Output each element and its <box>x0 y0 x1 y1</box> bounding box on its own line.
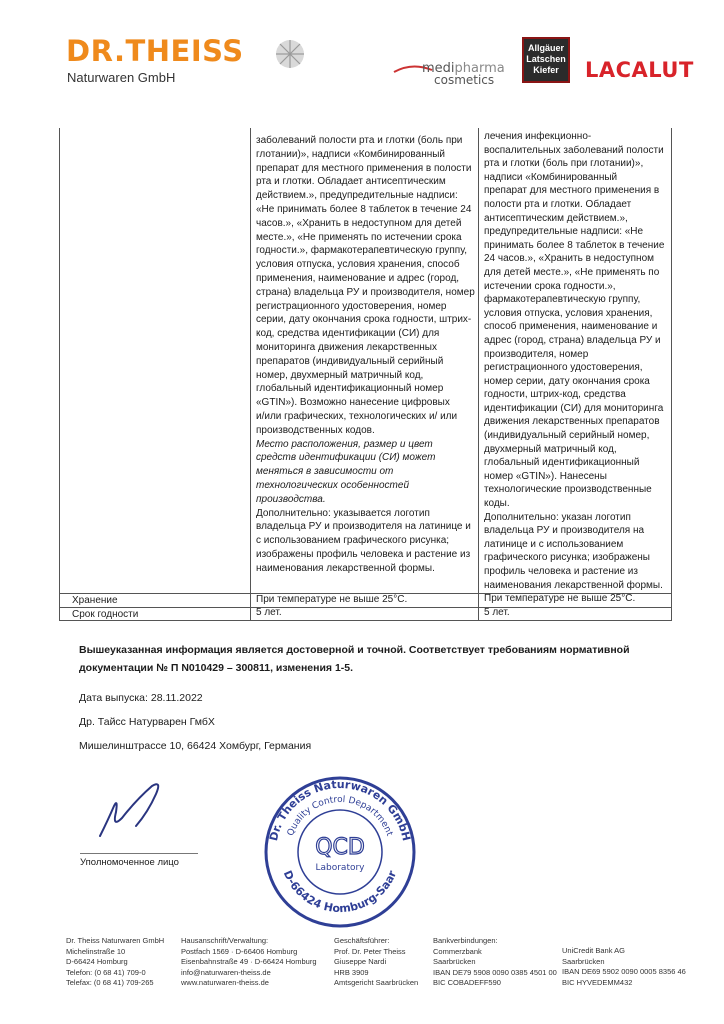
svg-text:cosmetics: cosmetics <box>434 73 495 87</box>
brand-logo: DR.THEISS <box>66 34 244 68</box>
footer-company: Dr. Theiss Naturwaren GmbH Michelinstraße 10 D-66424 Homburg Telefon: (0 68 41) 709-0 Telefax: (0 68 41) 709-265 <box>66 936 165 988</box>
table-border-left <box>59 128 60 621</box>
svg-text:QCD: QCD <box>315 835 365 860</box>
shell-logo-icon <box>274 38 306 70</box>
footer-management: Geschäftsführer: Prof. Dr. Peter Theiss Giuseppe Nardi HRB 3909 Amtsgericht Saarbrücken <box>334 936 419 988</box>
brand-subtitle: Naturwaren GmbH <box>67 70 176 85</box>
statement-line-2: документации № П N010429 – 300811, изменения 1-5. <box>79 662 354 674</box>
allgauer-logo: Allgäuer Latschen Kiefer <box>522 37 570 83</box>
storage-value-left: При температуре не выше 25°С. <box>256 594 408 605</box>
issue-date: Дата выпуска: 28.11.2022 <box>79 692 203 704</box>
shelf-life-value-left: 5 лет. <box>256 607 282 618</box>
footer-address: Hausanschrift/Verwaltung: Postfach 1569 · D-66406 Homburg Eisenbahnstraße 49 · D-66424 Homburg info@naturwaren-theiss.de www.naturwaren-theiss.de <box>181 936 317 988</box>
shelf-life-label: Срок годности <box>72 609 139 620</box>
signature-image <box>92 778 172 842</box>
table-row-line-2 <box>59 607 672 608</box>
medipharma-logo <box>392 54 517 94</box>
footer-bank-1: Bankverbindungen: Commerzbank Saarbrücken IBAN DE79 5908 0090 0385 4501 00 BIC COBADEFF590 <box>433 936 557 988</box>
table-cell-text-left: заболеваний полости рта и глотки (боль при глотании)», надписи «Комбинированный препарат для местного применения в полости рта и глотки. Обладает антисептическим действием.», предупредительные надписи: «Не принимать более 8 таблеток в течение 24 часов.», «Хранить в недоступном для детей месте.», «Не применять по истечении срока годности.», фармакотерапевтическую группу, условия отпуска, условия хранения, способ применения, наименование и адрес (город, страна) владельца РУ и производителя, номер регистрационного удостоверения, номер серии, дату окончания срока годности, штрих- код, средства идентификации (СИ) для мониторинга движения лекарственных препаратов (индивидуальный серийный номер, двухмерный матричный код, глобальный идентификационный номер «GTIN»). Возможно нанесение цифровых и/или графических, технологических и/ или производственных кодов. Место расположения, размер и цвет средств идентификации (СИ) может меняться в зависимости от технологических особенностей производства. Дополнительно: указывается логотип владельца РУ и производителя на латинице и с использованием графического рисунка; изображены профиль человека и растение из наименования лекарственной формы. <box>256 135 475 574</box>
table-divider-1 <box>250 128 251 621</box>
lacalut-logo: LACALUT <box>585 58 694 82</box>
svg-text:Laboratory: Laboratory <box>315 863 365 873</box>
svg-text:medipharma: medipharma <box>422 61 505 76</box>
storage-value-right: При температуре не выше 25°С. <box>484 593 636 604</box>
storage-label: Хранение <box>72 595 118 606</box>
quality-control-stamp <box>262 774 418 930</box>
svg-text:Quality Control Department: Quality Control Department <box>285 794 395 838</box>
signatory-label: Уполномоченное лицо <box>80 857 179 868</box>
table-cell-text-right: лечения инфекционно- воспалительных заболеваний полости рта и глотки (боль при глотании)», надписи «Комбинированный препарат для местного применения в полости рта и глотки. Обладает антисептическим действием.», предупредительные надписи: «Не принимать более 8 таблеток в течение 24 часов.», «Хранить в недоступном для детей месте.», «Не применять по истечении срока годности.», фармакотерапевтическую группу, условия отпуска, условия хранения, способ применения, наименование и адрес (город, страна) владельца РУ и производителя, номер регистрационного удостоверения, номер серии, дату окончания срока годности, штрих-код, средства идентификации (СИ) для мониторинга движения лекарственных препаратов (индивидуальный серийный номер, двухмерный матричный код, глобальный идентификационный номер «GTIN»). Нанесены технологические производственные коды. Дополнительно: указан логотип владельца РУ и производителя на латинице и с использованием графического рисунка; изображены профиль человека и растение из наименования лекарственной формы. <box>484 131 665 591</box>
table-border-right <box>671 128 672 621</box>
company-address: Мишелинштрассе 10, 66424 Хомбург, Германия <box>79 740 312 752</box>
svg-text:Dr. Theiss Naturwaren GmbH: Dr. Theiss Naturwaren GmbH <box>266 777 414 843</box>
svg-text:D-66424 Homburg-Saar: D-66424 Homburg-Saar <box>280 868 400 916</box>
table-divider-2 <box>478 128 479 621</box>
table-row-line-3 <box>59 620 672 621</box>
statement-line-1: Вышеуказанная информация является достоверной и точной. Соответствует требованиям нормативной <box>79 644 630 656</box>
footer-bank-2: UniCredit Bank AG Saarbrücken IBAN DE69 5902 0090 0005 8356 46 BIC HYVEDEMM432 <box>562 946 686 987</box>
signature-line <box>80 853 198 854</box>
company-name: Др. Тайсс Натурварен ГмбХ <box>79 716 215 728</box>
shelf-life-value-right: 5 лет. <box>484 607 510 618</box>
